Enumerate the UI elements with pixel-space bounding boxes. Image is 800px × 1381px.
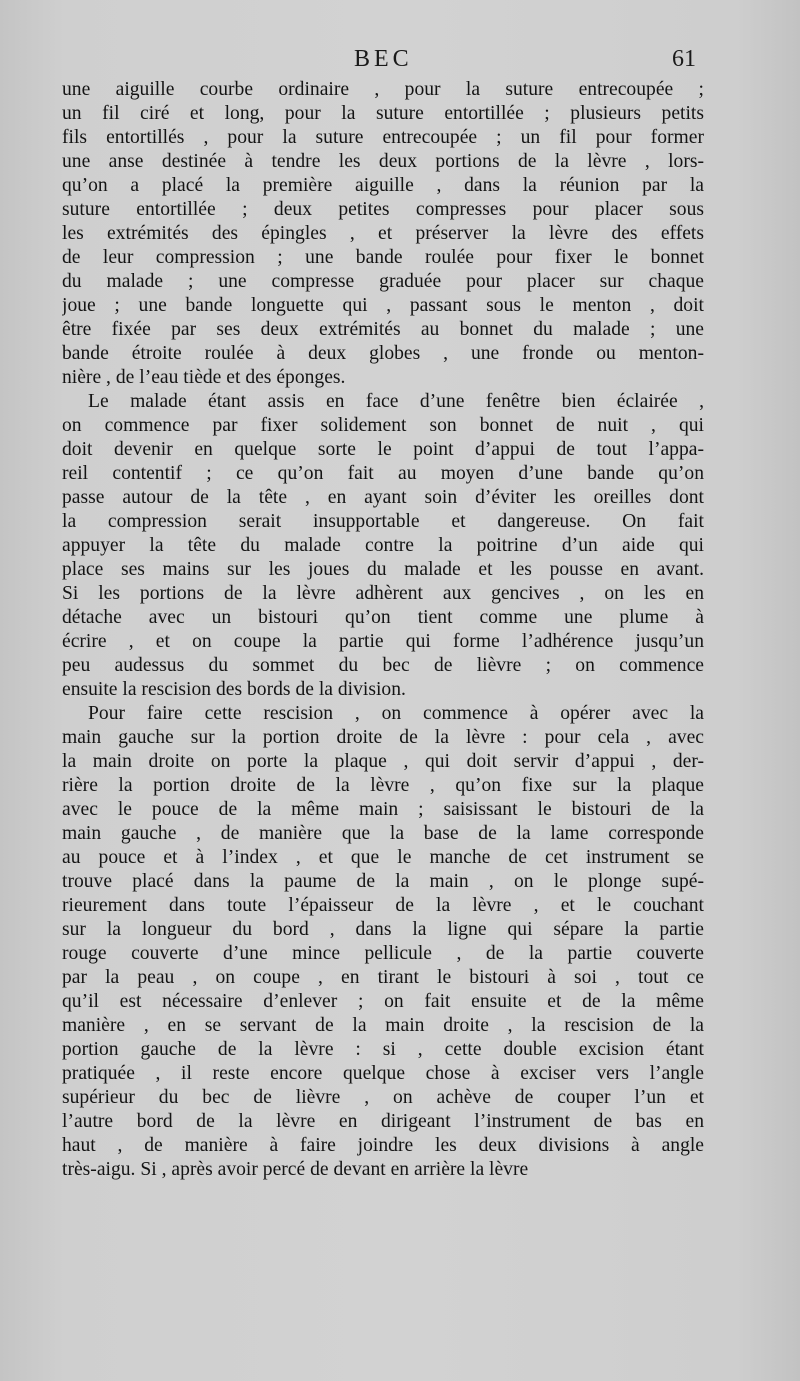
text-line: très-aigu. Si , après avoir percé de devant en arrière la lèvre — [62, 1159, 529, 1180]
text-line: joue ; une bande longuette qui , passant sous le menton , doit — [62, 295, 704, 316]
page-header — [0, 46, 800, 80]
text-line: trouve placé dans la paume de la main , on le plonge supé- — [62, 871, 704, 892]
text-line: main gauche , de manière que la base de la lame corresponde — [62, 823, 704, 844]
text-line: les extrémités des épingles , et préserver la lèvre des effets — [62, 223, 704, 244]
text-line: supérieur du bec de lièvre , on achève de couper l’un et — [62, 1087, 704, 1108]
text-line: portion gauche de la lèvre : si , cette double excision étant — [62, 1039, 704, 1060]
text-line: une anse destinée à tendre les deux portions de la lèvre , lors- — [62, 151, 704, 172]
text-line: la main droite on porte la plaque , qui doit servir d’appui , der- — [62, 751, 704, 772]
text-line: sur la longueur du bord , dans la ligne qui sépare la partie — [62, 919, 704, 940]
text-line: on commence par fixer solidement son bonnet de nuit , qui — [62, 415, 704, 436]
text-line: manière , en se servant de la main droite , la rescision de la — [62, 1015, 704, 1036]
text-line: pratiquée , il reste encore quelque chose à exciser vers l’angle — [62, 1063, 704, 1084]
text-line: suture entortillée ; deux petites compresses pour placer sous — [62, 199, 704, 220]
text-line: au pouce et à l’index , et que le manche de cet instrument se — [62, 847, 704, 868]
text-line: appuyer la tête du malade contre la poitrine d’un aide qui — [62, 535, 704, 556]
text-line: du malade ; une compresse graduée pour placer sur chaque — [62, 271, 704, 292]
text-line: peu audessus du sommet du bec de lièvre ; on commence — [62, 655, 704, 676]
text-line: l’autre bord de la lèvre en dirigeant l’instrument de bas en — [62, 1111, 704, 1132]
text-line: doit devenir en quelque sorte le point d’appui de tout l’appa- — [62, 439, 704, 460]
text-line: être fixée par ses deux extrémités au bonnet du malade ; une — [62, 319, 704, 340]
text-line: écrire , et on coupe la partie qui forme l’adhérence jusqu’un — [62, 631, 704, 652]
paragraph — [62, 78, 704, 390]
body-text — [62, 78, 704, 1182]
text-line: nière , de l’eau tiède et des éponges. — [62, 367, 346, 388]
text-line: qu’il est nécessaire d’enlever ; on fait ensuite et de la même — [62, 991, 704, 1012]
text-line: main gauche sur la portion droite de la lèvre : pour cela , avec — [62, 727, 704, 748]
text-line: bande étroite roulée à deux globes , une fronde ou menton- — [62, 343, 704, 364]
text-line: qu’on a placé la première aiguille , dans la réunion par la — [62, 175, 704, 196]
text-line: un fil ciré et long, pour la suture entortillée ; plusieurs petits — [62, 103, 704, 124]
text-line: une aiguille courbe ordinaire , pour la suture entrecoupée ; — [62, 79, 704, 100]
text-line: avec le pouce de la même main ; saisissant le bistouri de la — [62, 799, 704, 820]
text-line: la compression serait insupportable et dangereuse. On fait — [62, 511, 704, 532]
text-line: rière la portion droite de la lèvre , qu’on fixe sur la plaque — [62, 775, 704, 796]
running-head: BEC — [354, 46, 413, 72]
text-line: par la peau , on coupe , en tirant le bistouri à soi , tout ce — [62, 967, 704, 988]
paragraph — [62, 702, 704, 1182]
text-line: Pour faire cette rescision , on commence à opérer avec la — [88, 703, 704, 724]
text-line: rouge couverte d’une mince pellicule , de la partie couverte — [62, 943, 704, 964]
text-line: Le malade étant assis en face d’une fenêtre bien éclairée , — [88, 391, 704, 412]
text-line: rieurement dans toute l’épaisseur de la lèvre , et le couchant — [62, 895, 704, 916]
text-line: de leur compression ; une bande roulée pour fixer le bonnet — [62, 247, 704, 268]
text-line: reil contentif ; ce qu’on fait au moyen d’une bande qu’on — [62, 463, 704, 484]
text-line: Si les portions de la lèvre adhèrent aux gencives , on les en — [62, 583, 704, 604]
text-line: fils entortillés , pour la suture entrecoupée ; un fil pour former — [62, 127, 704, 148]
text-line: détache avec un bistouri qu’on tient comme une plume à — [62, 607, 704, 628]
text-line: passe autour de la tête , en ayant soin d’éviter les oreilles dont — [62, 487, 704, 508]
text-line: haut , de manière à faire joindre les deux divisions à angle — [62, 1135, 704, 1156]
text-line: ensuite la rescision des bords de la division. — [62, 679, 406, 700]
text-line: place ses mains sur les joues du malade et les pousse en avant. — [62, 559, 704, 580]
page-number: 61 — [672, 46, 696, 72]
paragraph — [62, 390, 704, 702]
